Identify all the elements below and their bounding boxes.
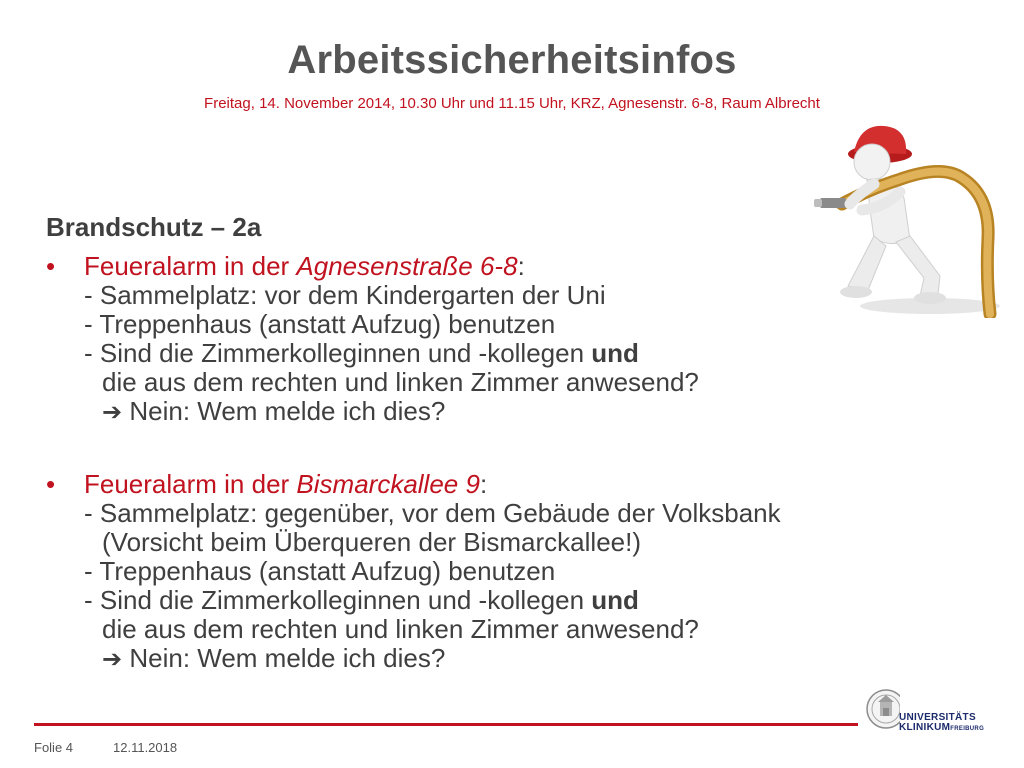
bullet-question-continued: die aus dem rechten und linken Zimmer anwesend? (102, 367, 699, 397)
arrow-right-icon: ➔ (102, 398, 123, 426)
slide-number: Folie 4 (34, 740, 74, 755)
bullet-place: Agnesenstraße 6-8 (296, 251, 518, 281)
logo-text-city: FREIBURG (950, 726, 985, 732)
logo-text-line2: KLINIKUM (899, 722, 951, 733)
bullet-question: - Sind die Zimmerkolleginnen und -kollegen (84, 585, 592, 615)
bullet-question: - Sind die Zimmerkolleginnen und -kollegen (84, 338, 592, 368)
bullet-colon: : (517, 251, 525, 281)
bullet-line: (Vorsicht beim Überqueren der Bismarckallee!) (102, 527, 641, 557)
bullet-line: - Treppenhaus (anstatt Aufzug) benutzen (84, 309, 556, 339)
bullet-lead: Feueralarm in der (84, 251, 297, 281)
bullet-marker: • (46, 469, 56, 499)
bullet-question-bold: und (591, 585, 639, 615)
bullet-marker: • (46, 251, 56, 281)
page-subtitle: Freitag, 14. November 2014, 10.30 Uhr und 11.15 Uhr, KRZ, Agnesenstr. 6-8, Raum Albrecht (204, 95, 820, 112)
section-heading: Brandschutz – 2a (46, 212, 262, 242)
bullet-line: - Sammelplatz: gegenüber, vor dem Gebäude der Volksbank (84, 498, 781, 528)
bullet-answer: Nein: Wem melde ich dies? (129, 643, 446, 673)
bullet-answer: Nein: Wem melde ich dies? (129, 396, 446, 426)
page-title: Arbeitssicherheitsinfos (287, 38, 737, 82)
university-logo (866, 683, 986, 739)
bullet-lead: Feueralarm in der (84, 469, 297, 499)
bullet-colon: : (479, 469, 488, 499)
bullet-place: Bismarckallee 9 (296, 469, 480, 499)
bullet-question-continued: die aus dem rechten und linken Zimmer anwesend? (102, 614, 699, 644)
logo-text-line1: UNIVERSITÄTS (899, 712, 976, 723)
footer-divider (34, 723, 858, 726)
firefighter-icon (812, 118, 1012, 318)
bullet-line: - Sammelplatz: vor dem Kindergarten der Uni (84, 280, 606, 310)
arrow-right-icon: ➔ (102, 645, 123, 673)
footer-date: 12.11.2018 (113, 740, 178, 755)
bullet-question-bold: und (591, 338, 639, 368)
bullet-line: - Treppenhaus (anstatt Aufzug) benutzen (84, 556, 556, 586)
university-seal-icon (866, 683, 900, 733)
